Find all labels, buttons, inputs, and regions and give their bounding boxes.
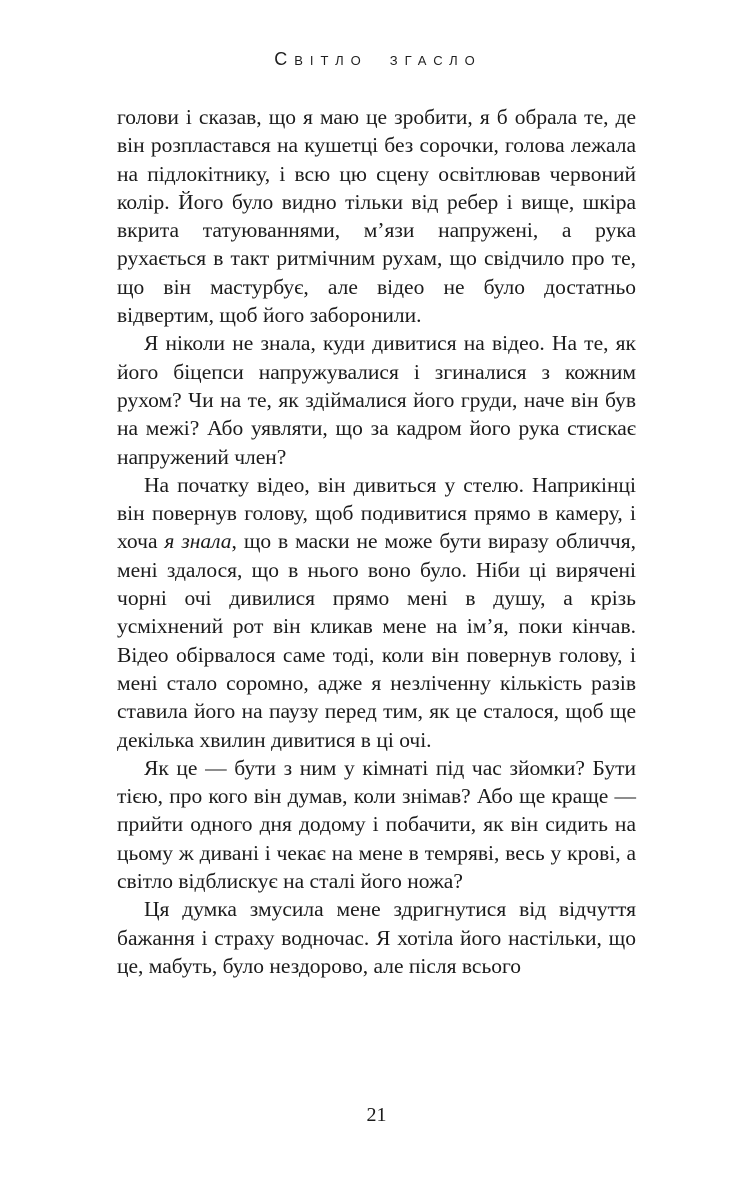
text-run: , що в маски не може бути виразу обличчя, мені здалося, що в нього воно було. Ніби ці вирячені чорні очі дивилися прямо мені в душу, а крізь усміхнений рот він кликав мене на ім’я, поки кінчав. Відео обірвалося саме тоді, коли він повернув голову, і мені стало соромно, адже я незліченну кількість разів ставила його на паузу перед тим, як це сталося, щоб ще декілька хвилин дивитися в ці очі. [117,529,636,752]
text-run: голови і сказав, що я маю це зробити, я б обрала те, де він розпластався на кушетці без сорочки, голова лежала на підлокітнику, і всю цю сцену освітлював червоний колір. Його було видно тільки від ребер і вище, шкіра вкрита татуюваннями, м’язи напружені, а рука рухається в такт ритмічним рухам, що свідчило про те, що він мастурбує, але відео не було достатньо відвертим, щоб його заборонили. [117,105,636,328]
paragraph [117,103,636,329]
paragraph [117,471,636,754]
paragraph [117,329,636,470]
italic-phrase: я знала [164,529,232,554]
text-run: На початку відео, він дивиться у стелю. Наприкінці він повернув голову, щоб подивитися прямо в камеру, і хоча [117,472,636,554]
text-run: Я ніколи не знала, куди дивитися на відео. На те, як його біцепси напружувалися і згиналися з кожним рухом? Чи на те, як здіймалися його груди, наче він був на межі? Або уявляти, що за кадром його рука стискає напружений член? [117,331,636,469]
running-head: Світло згасло [274,49,482,69]
paragraph [117,895,636,980]
text-block [117,103,636,980]
text-run: Ця думка змусила мене здригнутися від відчуття бажання і страху водночас. Я хотіла його настільки, що це, мабуть, було нездорово, але після всього [117,897,636,978]
paragraph [117,754,636,895]
text-run: Як це — бути з ним у кімнаті під час зйомки? Бути тією, про кого він думав, коли знімав? Або ще краще — прийти одного дня додому і побачити, як він сидить на цьому ж дивані і чекає на мене в темряві, весь у крові, а світло відблискує на сталі його ножа? [117,755,636,894]
page-number: 21 [366,1104,387,1126]
